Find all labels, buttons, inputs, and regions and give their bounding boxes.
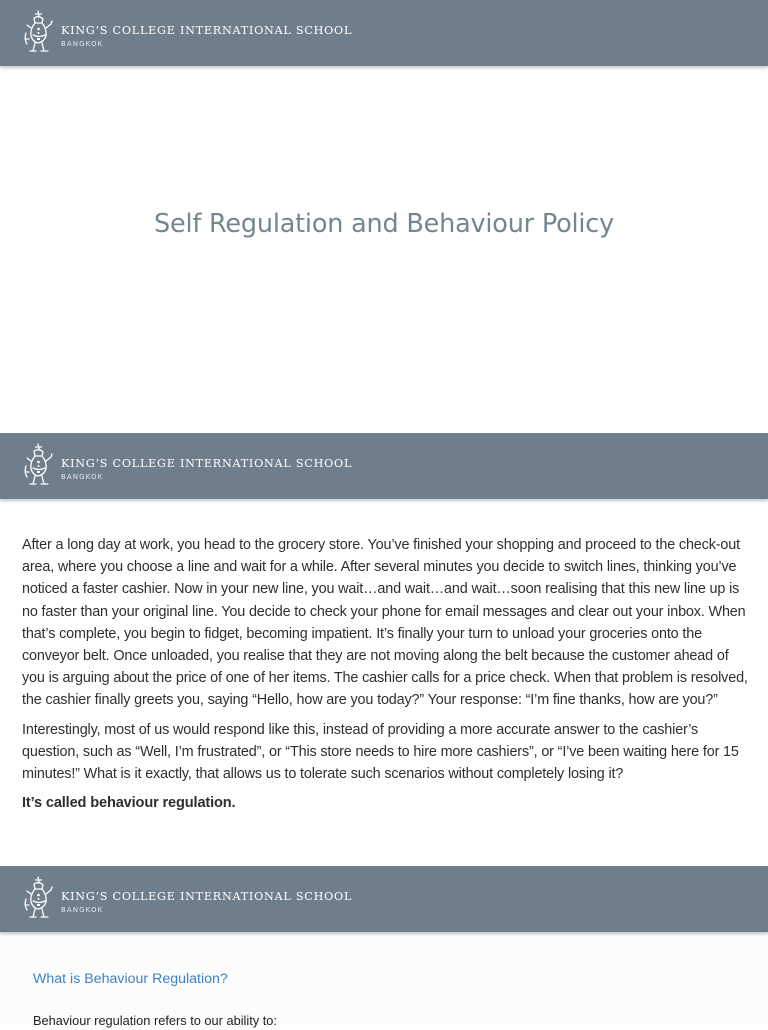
school-city: BANGKOK [61,906,104,914]
crest-icon [22,442,56,488]
school-header [0,0,768,66]
page-title: Self Regulation and Behaviour Policy [153,209,615,239]
school-city: BANGKOK [61,40,104,48]
cover-page [0,0,768,433]
school-name: KING’S COLLEGE INTERNATIONAL SCHOOL [61,457,353,470]
intro-page [0,433,768,866]
section-intro: Behaviour regulation refers to our ability to: [33,1013,277,1028]
crest-icon [22,9,56,55]
paragraph: Interestingly, most of us would respond like this, instead of providing a more accurate answer to the cashier’s question, such as “Well, I’m frustrated”, or “This store needs to hire more cashiers”, or “I’ve been waiting here for 15 minutes!” What is it exactly, that allows us to tolerate such scenarios without completely losing it? [22,721,739,783]
school-header [0,433,768,499]
intro-text [22,534,752,821]
school-name: KING’S COLLEGE INTERNATIONAL SCHOOL [61,24,353,37]
conclusion-text: It’s called behaviour regulation. [22,795,236,812]
school-name: KING’S COLLEGE INTERNATIONAL SCHOOL [61,890,353,903]
section-page [0,866,768,1028]
crest-icon [22,875,56,921]
school-header [0,866,768,932]
school-city: BANGKOK [61,473,104,481]
paragraph: After a long day at work, you head to the grocery store. You’ve finished your shopping and proceed to the check-out area, where you choose a line and wait for a while. After several minutes you decide to switch lines, thinking you’ve noticed a faster cashier. Now in your new line, you wait…and wait…and wait…soon realising that this new line up is no faster than your original line. You decide to check your phone for email messages and clear out your inbox. When that’s complete, you begin to fidget, becoming impatient. It’s finally your turn to unload your groceries onto the conveyor belt. Once unloaded, you realise that they are not moving along the belt because the customer ahead of you is arguing about the price of one of her items. The cashier calls for a price check. When that problem is resolved, the cashier finally greets you, saying “Hello, how are you today?” Your response: “I’m fine thanks, how are you?” [22,537,748,709]
section-heading: What is Behaviour Regulation? [33,971,228,987]
